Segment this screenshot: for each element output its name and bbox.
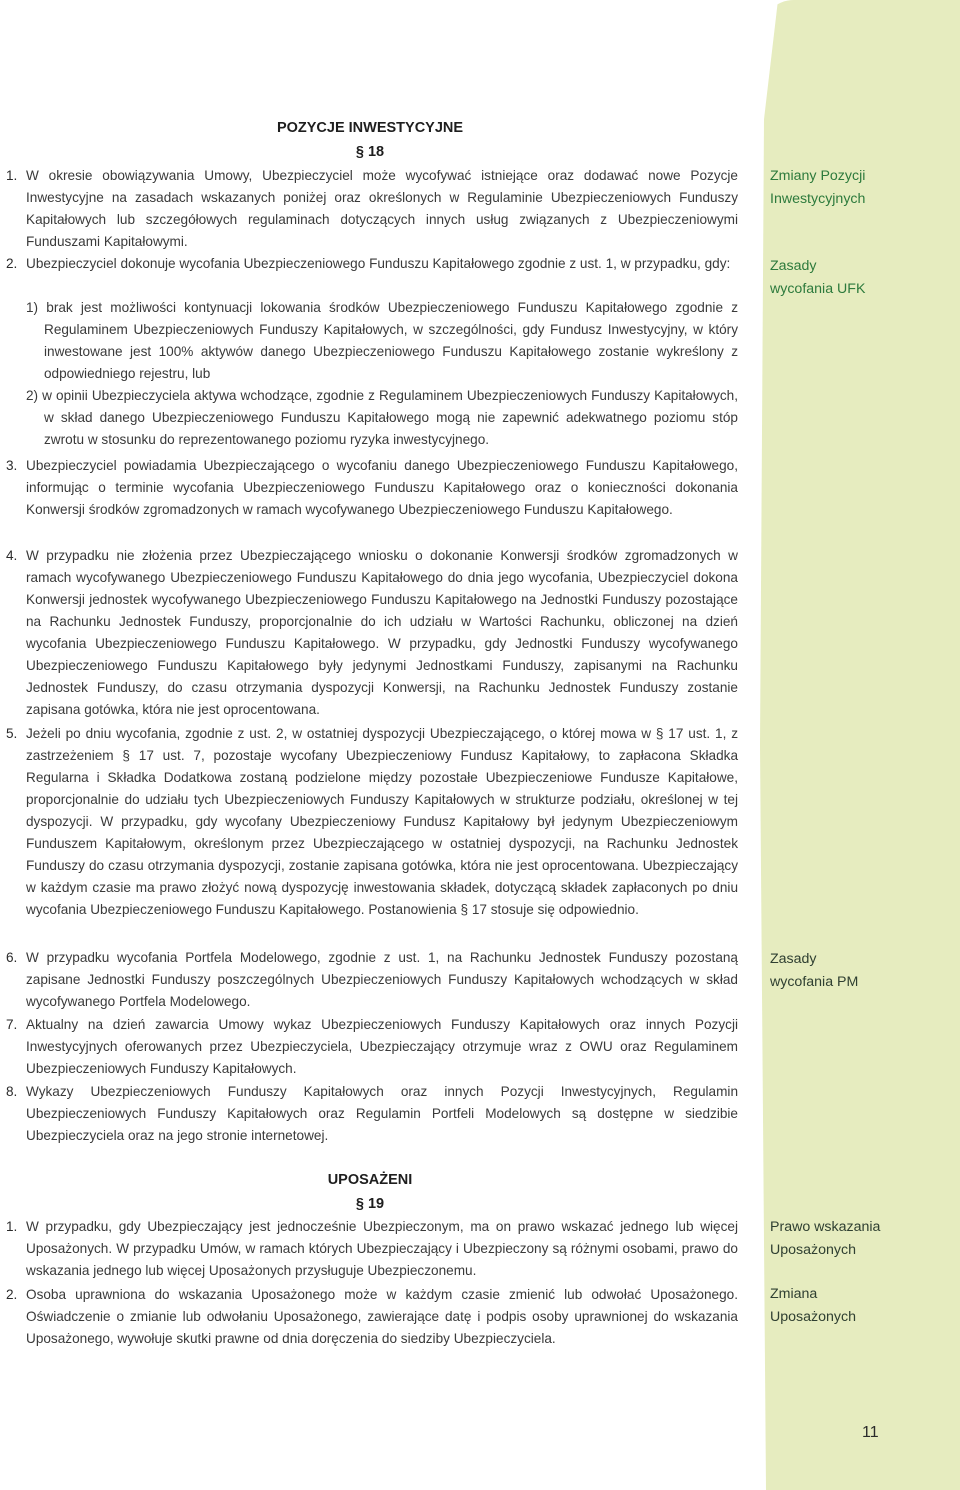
margin-note-line: Inwestycyjnych	[770, 191, 866, 207]
margin-note-line: Zmiana	[770, 1286, 818, 1302]
item-number: 6.	[6, 950, 18, 965]
margin-note-prawo-wskazania	[770, 1216, 950, 1262]
item-number: 7.	[6, 1017, 18, 1032]
margin-note-line: wycofania UFK	[770, 281, 866, 297]
item-number: 8.	[6, 1084, 18, 1099]
subitem	[26, 385, 738, 451]
item-number: 1.	[6, 1219, 18, 1234]
margin-note-line: Zasady	[770, 258, 817, 274]
margin-note-line: Prawo wskazania	[770, 1219, 881, 1235]
subitem-text: 2) w opinii Ubezpieczyciela aktywa wchodzące, zgodnie z Regulaminem Ubezpieczeniowych Funduszy Kapitałowych, w skład danego Ubezpieczeniowego Funduszu Kapitałowego mogą nie zapewnić adekwatnego poziomu stóp zwrotu w stosunku do reprezentowanego poziomu ryzyka inwestycyjnego.	[26, 388, 738, 447]
item-text: Ubezpieczyciel dokonuje wycofania Ubezpieczeniowego Funduszu Kapitałowego zgodnie z ust. 1, w przypadku, gdy:	[26, 256, 731, 271]
item-text: Aktualny na dzień zawarcia Umowy wykaz Ubezpieczeniowych Funduszy Kapitałowych oraz innych Pozycji Inwestycyjnych oferowanych przez Ubezpieczyciela, Ubezpieczający otrzymuje wraz z OWU oraz Regulaminem Ubezpieczeniowych Funduszy Kapitałowych.	[26, 1017, 738, 1076]
page-number: 11	[862, 1424, 879, 1441]
item-text: Jeżeli po dniu wycofania, zgodnie z ust. 2, w ostatniej dyspozycji Ubezpieczającego, o której mowa w § 17 ust. 1, z zastrzeżeniem § 17 ust. 7, pozostaje wycofany Ubezpieczeniowy Fundusz Kapitałowy, to zapłacona Składka Regularna i Składka Dodatkowa zostaną podzielone między pozostałe Ubezpieczeniowe Fundusze Kapitałowe, proporcjonalnie do udziału tych Ubezpieczeniowych Funduszy Kapitałowych w strukturze podziału, określonej w tej dyspozycji. W przypadku, gdy wycofany Ubezpieczeniowy Fundusz Kapitałowy był jedynym Ubezpieczeniowym Funduszem Kapitałowym, określonym przez Ubezpieczającego w ostatniej dyspozycji, na Rachunku Jednostek Funduszy do czasu otrzymania dyspozycji, zostanie zapisana gotówka, która nie jest oprocentowana. Ubezpieczający w każdym czasie ma prawo złożyć nową dyspozycję inwestowania składek, dotyczącą składek zapłaconych po dniu wycofania Ubezpieczeniowego Funduszu Kapitałowego. Postanowienia § 17 stosuje się odpowiednio.	[26, 726, 738, 917]
margin-note-line: wycofania PM	[770, 974, 859, 990]
item-text: W przypadku wycofania Portfela Modelowego, zgodnie z ust. 1, na Rachunku Jednostek Funduszy pozostaną zapisane Jednostki Funduszy poszczególnych Ubezpieczeniowych Funduszy Kapitałowych wchodzących w skład wycofywanego Portfela Modelowego.	[26, 950, 738, 1009]
item-text: W przypadku, gdy Ubezpieczający jest jednocześnie Ubezpieczonym, ma on prawo wskazać jednego lub więcej Uposażonych. W przypadku Umów, w ramach których Ubezpieczający i Ubezpieczony są różnymi osobami, prawo do wskazania jednego lub więcej Uposażonych przysługuje Ubezpieczonemu.	[26, 1219, 738, 1278]
margin-note-zmiana-uposazonych	[770, 1283, 950, 1329]
margin-note-line: Uposażonych	[770, 1309, 856, 1325]
subitem	[26, 297, 738, 385]
item-number: 5.	[6, 726, 18, 741]
item-number: 2.	[6, 1287, 18, 1302]
item-number: 2.	[6, 256, 18, 271]
subitem-text: 1) brak jest możliwości kontynuacji lokowania środków Ubezpieczeniowego Funduszu Kapitałowego zgodnie z Regulaminem Ubezpieczeniowych Funduszy Kapitałowych, w szczególności, gdy Fundusz Inwestycyjny, w który inwestowane jest 100% aktywów danego Ubezpieczeniowego Funduszu Kapitałowego zostanie wykreślony z odpowiedniego rejestru, lub	[26, 300, 738, 381]
margin-note-zasady-pm	[770, 948, 950, 994]
margin-note-line: Zasady	[770, 951, 817, 967]
item-text: Ubezpieczyciel powiadamia Ubezpieczającego o wycofaniu danego Ubezpieczeniowego Funduszu Kapitałowego, informując o terminie wycofania Ubezpieczeniowego Funduszu Kapitałowego oraz o konieczności dokonania Konwersji środków zgromadzonych w ramach wycofywanego Ubezpieczeniowego Funduszu Kapitałowego.	[26, 458, 738, 517]
margin-note-zasady-ufk	[770, 255, 950, 301]
margin-note-zmiany-pozycji	[770, 165, 950, 211]
item-text: Wykazy Ubezpieczeniowych Funduszy Kapitałowych oraz innych Pozycji Inwestycyjnych, Regulamin Ubezpieczeniowych Funduszy Kapitałowych oraz Regulamin Portfeli Modelowych są dostępne w siedzibie Ubezpieczyciela oraz na jego stronie internetowej.	[26, 1084, 738, 1143]
margin-note-line: Zmiany Pozycji	[770, 168, 866, 184]
item-text: W przypadku nie złożenia przez Ubezpieczającego wniosku o dokonanie Konwersji środków zgromadzonych w ramach wycofywanego Ubezpieczeniowego Funduszu Kapitałowego do dnia jego wycofania, Ubezpieczyciel dokona Konwersji jednostek wycofywanego Ubezpieczeniowego Funduszu Kapitałowego na Jednostki Funduszy pozostające na Rachunku Jednostek Funduszy, proporcjonalnie do ich udziału w Wartości Rachunku, obliczonej na dzień wycofania Ubezpieczeniowego Funduszu Kapitałowego. W przypadku, gdy Jednostki Funduszy wycofywanego Ubezpieczeniowego Funduszu Kapitałowego były jedynymi Jednostkami Funduszy, zapisanymi na Rachunku Jednostek Funduszy, do czasu otrzymania dyspozycji Konwersji, na Rachunku Jednostek Funduszy zostanie zapisana gotówka, która nie jest oprocentowana.	[26, 548, 738, 717]
item-number: 3.	[6, 458, 18, 473]
item-number: 1.	[6, 168, 18, 183]
item-text: Osoba uprawniona do wskazania Uposażonego może w każdym czasie zmienić lub odwołać Uposażonego. Oświadczenie o zmianie lub odwołaniu Uposażonego, zawierające datę i podpis osoby uprawnionej do wskazania Uposażonego, wywołuje skutki prawne od dnia doręczenia do siedziby Ubezpieczyciela.	[26, 1287, 738, 1346]
paragraph-mark-19: § 19	[355, 1196, 385, 1212]
paragraph-mark-18: § 18	[355, 144, 385, 160]
item-number: 4.	[6, 548, 18, 563]
item-text: W okresie obowiązywania Umowy, Ubezpieczyciel może wycofywać istniejące oraz dodawać nowe Pozycje Inwestycyjne na zasadach wskazanych poniżej oraz określonych w Regulaminie Ubezpieczeniowych Funduszy Kapitałowych lub szczegółowych regulaminach dotyczących innych usług związanych z Ubezpieczeniowymi Funduszami Kapitałowymi.	[26, 168, 738, 249]
section-title-pozycje: POZYCJE INWESTYCYJNE	[276, 120, 464, 136]
section-title-uposazeni: UPOSAŻENI	[327, 1172, 413, 1188]
decorative-side-band	[760, 0, 960, 1490]
margin-note-line: Uposażonych	[770, 1242, 856, 1258]
